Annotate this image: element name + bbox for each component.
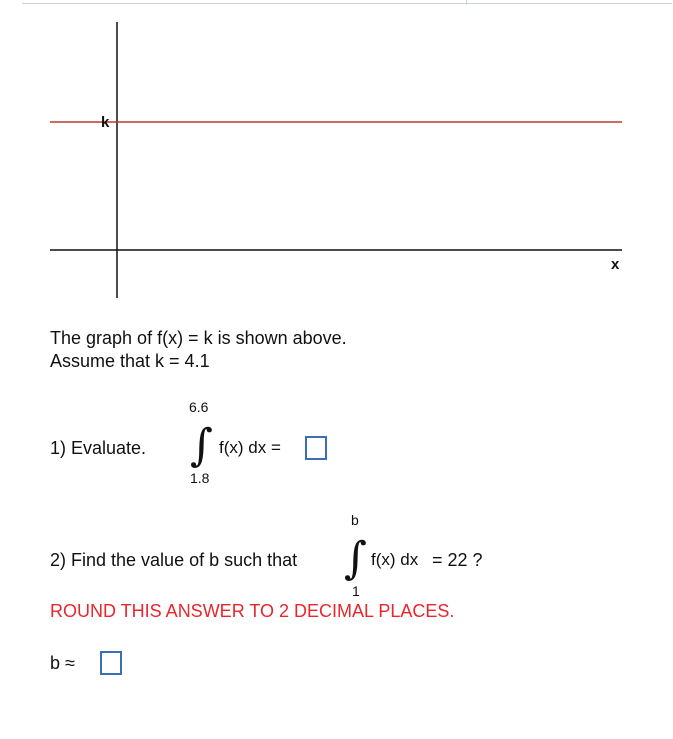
- graph: [0, 0, 673, 320]
- q2-lower-limit: 1: [352, 583, 360, 599]
- q2-integrand: f(x) dx: [371, 550, 419, 569]
- q1-upper-limit: 6.6: [189, 399, 209, 415]
- q1-label: 1) Evaluate.: [50, 438, 147, 458]
- q2-upper-limit: b: [351, 512, 359, 528]
- round-instruction: ROUND THIS ANSWER TO 2 DECIMAL PLACES.: [50, 601, 455, 621]
- k-label: k: [101, 114, 110, 131]
- q2-integral-sign: ∫: [344, 533, 367, 584]
- q2-answer-input[interactable]: [100, 651, 122, 675]
- x-label: x: [611, 256, 620, 273]
- problem-line-2: Assume that k = 4.1: [50, 351, 210, 371]
- q2-equals: = 22 ?: [432, 550, 483, 570]
- b-approx-label: b ≈: [50, 653, 75, 673]
- q1-integrand: f(x) dx =: [219, 438, 281, 457]
- q1-lower-limit: 1.8: [190, 470, 210, 486]
- problem-line-1: The graph of f(x) = k is shown above.: [50, 328, 347, 348]
- q1-answer-input[interactable]: [305, 436, 327, 460]
- q1-integral-sign: ∫: [190, 420, 213, 471]
- q2-label: 2) Find the value of b such that: [50, 550, 298, 570]
